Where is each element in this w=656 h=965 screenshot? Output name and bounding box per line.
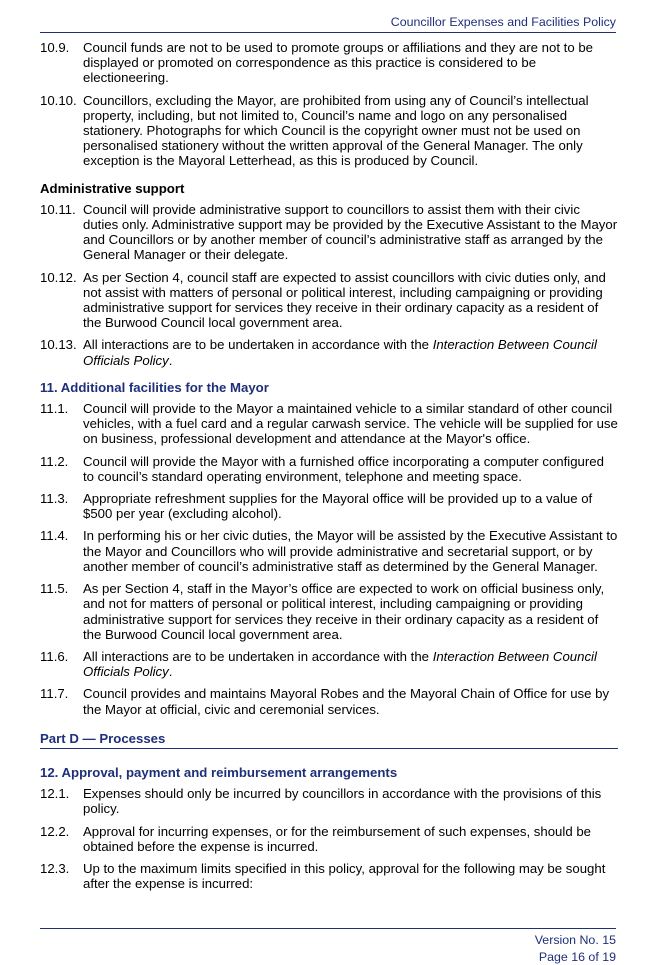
clause-number: 12.2.: [40, 823, 70, 839]
page-number: Page 16 of 19: [538, 950, 616, 965]
clause-list-11: [40, 401, 618, 717]
clause-number: 11.3.: [40, 491, 69, 507]
clause-item: [40, 528, 618, 574]
policy-reference: Interaction Between Council Officials Policy: [83, 648, 597, 680]
clause-text: [83, 581, 618, 642]
clause-item: [40, 491, 618, 521]
clause-number: 10.13.: [40, 337, 77, 353]
clause-body: Expenses should only be incurred by councillors in accordance with the provisions of this policy.: [83, 786, 602, 817]
clause-number: 12.1.: [40, 786, 70, 802]
clause-end: .: [168, 352, 173, 368]
clause-number: 11.1.: [40, 401, 69, 417]
section-11-heading: 11. Additional facilities for the Mayor: [40, 379, 269, 395]
clause-number: 10.9.: [40, 40, 70, 55]
clause-text: [83, 861, 618, 891]
clause-body: In performing his or her civic duties, the Mayor will be assisted by the Executive Assistant to the Mayor and Councillors who will provide administrative and secretarial support, or by another member of council’s administrative staff as determined by the General Manager.: [83, 528, 618, 574]
clause-item: [40, 454, 618, 484]
clause-text: [83, 824, 618, 854]
clause-item: [40, 40, 618, 86]
clause-text: [83, 454, 618, 484]
clause-number: 10.11.: [40, 201, 76, 217]
clause-item: [40, 270, 618, 331]
clause-list-10b: [40, 202, 618, 368]
clause-number: 11.6.: [40, 648, 69, 664]
clause-item: [40, 686, 618, 716]
clause-number: 12.3.: [40, 860, 70, 876]
part-d-heading: Part D — Processes: [40, 731, 618, 749]
clause-body: Council will provide administrative support to councillors to assist them with their civic duties only. Administrative support may be provided by the Executive Assistant to the Mayor and Councillors or by another member of council’s administrative staff as arranged by the General Manager or their delegate.: [83, 201, 618, 263]
clause-body: Council provides and maintains Mayoral Robes and the Mayoral Chain of Office for use by the Mayor at official, civic and ceremonial services.: [83, 686, 610, 717]
document-body: [40, 40, 618, 898]
clause-body: Council will provide the Mayor with a furnished office incorporating a computer configured to council’s standard operating environment, telephone and meeting space.: [83, 453, 604, 484]
clause-text: [83, 337, 618, 367]
clause-body: Approval for incurring expenses, or for the reimbursement of such expenses, should be obtained before the expense is incurred.: [83, 823, 591, 854]
clause-list-10a: [40, 40, 618, 169]
clause-item: [40, 649, 618, 679]
clause-text: [83, 93, 618, 169]
clause-text: [83, 401, 618, 447]
clause-text: [83, 528, 618, 574]
clause-body: Council funds are not to be used to promote groups or affiliations and they are not to be displayed or promoted on correspondence as this practice is considered to be electioneering.: [83, 40, 593, 86]
clause-item: [40, 401, 618, 447]
clause-number: 11.4.: [40, 528, 69, 544]
clause-item: [40, 861, 618, 891]
clause-text: [83, 649, 618, 679]
clause-number: 10.12.: [40, 269, 77, 285]
clause-body: As per Section 4, council staff are expected to assist councillors with civic duties only, and not assist with matters of personal or political interest, including campaigning or providing administrative support for services they receive in their ordinary capacity as a resident of the Burwood Council local government area.: [83, 269, 606, 331]
clause-body: Up to the maximum limits specified in this policy, approval for the following may be sought after the expense is incurred:: [83, 860, 606, 892]
clause-body: Councillors, excluding the Mayor, are prohibited from using any of Council’s intellectual property, including, but not limited to, Council’s name and logo on any personalised stationery. Photographs for which Council is the copyright owner must not be used on personalised stationery without the written approval of the General Manager. The only exception is the Mayoral Letterhead, as this is produced by Council.: [83, 92, 589, 169]
clause-text: [83, 786, 618, 816]
page-footer: [40, 928, 616, 965]
clause-number: 11.5.: [40, 581, 69, 597]
clause-item: [40, 202, 618, 263]
administrative-support-heading: Administrative support: [40, 180, 185, 196]
page-header: [40, 15, 616, 33]
clause-text: [83, 202, 618, 263]
clause-item: [40, 93, 618, 169]
clause-text: [83, 491, 618, 521]
clause-end: .: [168, 664, 173, 680]
clause-text: [83, 40, 618, 86]
document-title: Councillor Expenses and Facilities Policy: [390, 15, 616, 29]
clause-item: [40, 824, 618, 854]
clause-text: [83, 686, 618, 716]
clause-text: [83, 270, 618, 331]
clause-body: Council will provide to the Mayor a maintained vehicle to a similar standard of other council vehicles, with a fuel card and a regular carwash service. The vehicle will be supplied for use on business, professional development and attendance at the Mayor's office.: [83, 401, 618, 447]
clause-list-12: [40, 786, 618, 891]
clause-item: [40, 581, 618, 642]
clause-number: 11.2.: [40, 453, 69, 469]
clause-item: [40, 337, 618, 367]
clause-number: 11.7.: [40, 686, 69, 702]
clause-item: [40, 786, 618, 816]
clause-number: 10.10.: [40, 92, 77, 108]
clause-body: As per Section 4, staff in the Mayor’s office are expected to work on official business only, and not for matters of personal or political interest, including campaigning or providing administrative support for services they receive in their ordinary capacity as a resident of the Burwood Council local government area.: [83, 581, 605, 642]
version-number: Version No. 15: [534, 933, 616, 947]
policy-reference: Interaction Between Council Officials Policy: [83, 337, 597, 368]
clause-body: Appropriate refreshment supplies for the Mayoral office will be provided up to a value of $500 per year (excluding alcohol).: [83, 491, 593, 522]
clause-body: All interactions are to be undertaken in accordance with the: [83, 337, 433, 353]
clause-body: All interactions are to be undertaken in accordance with the: [83, 648, 433, 664]
section-12-heading: 12. Approval, payment and reimbursement arrangements: [40, 764, 398, 780]
